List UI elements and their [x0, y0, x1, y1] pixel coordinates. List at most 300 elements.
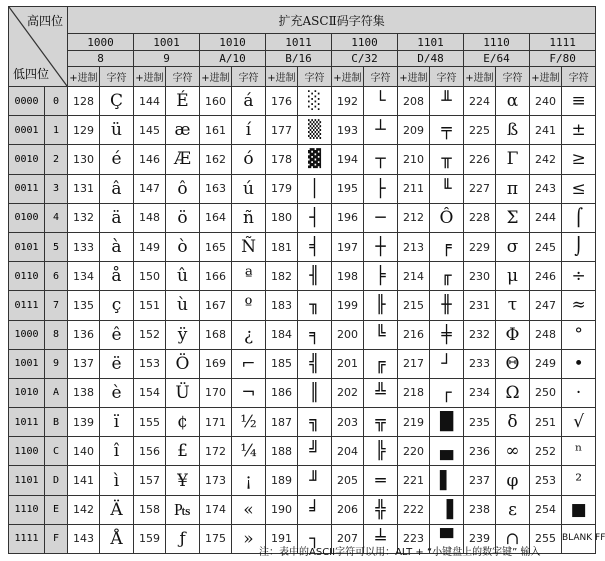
character-glyph: ²	[562, 466, 596, 495]
character-glyph: û	[166, 262, 200, 291]
character-glyph: Ü	[166, 378, 200, 407]
character-glyph: │	[298, 174, 332, 203]
character-glyph: ╪	[430, 320, 464, 349]
character-glyph: ┐	[298, 524, 332, 553]
column-decimal-header: 9	[134, 51, 200, 67]
code-value: 176	[266, 87, 298, 116]
character-glyph: Φ	[496, 320, 530, 349]
row-hex-label: 2	[45, 145, 68, 174]
row-hex-label: 8	[45, 320, 68, 349]
code-value: 233	[464, 349, 496, 378]
row-binary-label: 0100	[9, 203, 45, 232]
code-value: 235	[464, 408, 496, 437]
character-glyph: ╚	[364, 320, 398, 349]
column-binary-header: 1001	[134, 34, 200, 51]
row-hex-label: 3	[45, 174, 68, 203]
code-value: 213	[398, 232, 430, 261]
code-value: 180	[266, 203, 298, 232]
row-hex-label: C	[45, 437, 68, 466]
code-value: 130	[68, 145, 100, 174]
code-value: 198	[332, 262, 364, 291]
character-glyph: Ö	[166, 349, 200, 378]
low-bits-label: 低四位	[13, 67, 50, 81]
row-hex-label: 5	[45, 232, 68, 261]
table-row	[9, 232, 596, 261]
row-binary-label: 0101	[9, 232, 45, 261]
column-decimal-header: A/10	[200, 51, 266, 67]
row-hex-label: 4	[45, 203, 68, 232]
table-row	[9, 495, 596, 524]
code-value: 187	[266, 408, 298, 437]
code-value: 219	[398, 408, 430, 437]
code-value: 148	[134, 203, 166, 232]
row-hex-label: A	[45, 378, 68, 407]
character-glyph: å	[100, 262, 134, 291]
code-value: 170	[200, 378, 232, 407]
row-binary-label: 1101	[9, 466, 45, 495]
character-glyph: º	[232, 291, 266, 320]
character-glyph: ╣	[298, 349, 332, 378]
character-glyph: ■	[562, 495, 596, 524]
code-value: 189	[266, 466, 298, 495]
character-glyph: ╤	[430, 116, 464, 145]
code-value: 234	[464, 378, 496, 407]
code-value: 135	[68, 291, 100, 320]
row-hex-label: 7	[45, 291, 68, 320]
character-glyph: Ä	[100, 495, 134, 524]
character-glyph: α	[496, 87, 530, 116]
sub-header-decimal: +进制	[464, 67, 496, 87]
character-glyph: ñ	[232, 203, 266, 232]
code-value: 161	[200, 116, 232, 145]
code-value: 131	[68, 174, 100, 203]
code-value: 224	[464, 87, 496, 116]
table-row	[9, 437, 596, 466]
code-value: 218	[398, 378, 430, 407]
column-decimal-header: E/64	[464, 51, 530, 67]
column-binary-header: 1110	[464, 34, 530, 51]
character-glyph: ┼	[364, 232, 398, 261]
character-glyph: í	[232, 116, 266, 145]
code-value: 186	[266, 378, 298, 407]
code-value: 139	[68, 408, 100, 437]
code-value: 250	[530, 378, 562, 407]
character-glyph: ▓	[298, 145, 332, 174]
sub-header-char: 字符	[562, 67, 596, 87]
character-glyph: ò	[166, 232, 200, 261]
code-value: 140	[68, 437, 100, 466]
character-glyph: ╖	[298, 291, 332, 320]
code-value: 237	[464, 466, 496, 495]
character-glyph: ö	[166, 203, 200, 232]
column-decimal-header: F/80	[530, 51, 596, 67]
code-value: 240	[530, 87, 562, 116]
character-glyph: à	[100, 232, 134, 261]
code-value: 134	[68, 262, 100, 291]
code-value: 133	[68, 232, 100, 261]
table-row	[9, 320, 596, 349]
code-value: 164	[200, 203, 232, 232]
sub-header-char: 字符	[100, 67, 134, 87]
character-glyph: ┌	[430, 378, 464, 407]
character-glyph: ╗	[298, 408, 332, 437]
character-glyph: ░	[298, 87, 332, 116]
code-value: 152	[134, 320, 166, 349]
character-glyph: ⁿ	[562, 437, 596, 466]
character-glyph: ê	[100, 320, 134, 349]
character-glyph: á	[232, 87, 266, 116]
column-decimal-header: C/32	[332, 51, 398, 67]
character-glyph: ¿	[232, 320, 266, 349]
row-binary-label: 1110	[9, 495, 45, 524]
row-binary-label: 1011	[9, 408, 45, 437]
high-bits-label: 高四位	[26, 14, 63, 28]
character-glyph: Ô	[430, 203, 464, 232]
column-binary-header: 1101	[398, 34, 464, 51]
character-glyph: ╓	[430, 262, 464, 291]
code-value: 182	[266, 262, 298, 291]
row-hex-label: 6	[45, 262, 68, 291]
character-glyph: Æ	[166, 145, 200, 174]
code-value: 136	[68, 320, 100, 349]
extended-ascii-table	[8, 6, 605, 554]
character-glyph: BLANK FF	[562, 524, 596, 553]
code-value: 191	[266, 524, 298, 553]
character-glyph: ô	[166, 174, 200, 203]
row-binary-label: 1100	[9, 437, 45, 466]
code-value: 162	[200, 145, 232, 174]
row-binary-label: 0001	[9, 116, 45, 145]
character-glyph: ÿ	[166, 320, 200, 349]
column-binary-header: 1111	[530, 34, 596, 51]
code-value: 155	[134, 408, 166, 437]
table-row	[9, 349, 596, 378]
code-value: 195	[332, 174, 364, 203]
sub-header-decimal: +进制	[332, 67, 364, 87]
code-value: 143	[68, 524, 100, 553]
character-glyph: ▄	[430, 437, 464, 466]
character-glyph: ß	[496, 116, 530, 145]
code-value: 247	[530, 291, 562, 320]
code-value: 149	[134, 232, 166, 261]
character-glyph: ╠	[364, 437, 398, 466]
code-value: 129	[68, 116, 100, 145]
code-value: 142	[68, 495, 100, 524]
code-value: 215	[398, 291, 430, 320]
code-value: 159	[134, 524, 166, 553]
code-value: 197	[332, 232, 364, 261]
code-value: 188	[266, 437, 298, 466]
code-value: 210	[398, 145, 430, 174]
code-value: 231	[464, 291, 496, 320]
row-hex-label: B	[45, 408, 68, 437]
code-value: 236	[464, 437, 496, 466]
character-glyph: ╙	[430, 174, 464, 203]
character-glyph: ⌡	[562, 232, 596, 261]
character-glyph: ╕	[298, 320, 332, 349]
character-glyph: ¢	[166, 408, 200, 437]
column-binary-header: 1000	[68, 34, 134, 51]
code-value: 248	[530, 320, 562, 349]
character-glyph: ╥	[430, 145, 464, 174]
character-glyph: °	[562, 320, 596, 349]
table-row	[9, 408, 596, 437]
row-binary-label: 1010	[9, 378, 45, 407]
code-value: 229	[464, 232, 496, 261]
character-glyph: Σ	[496, 203, 530, 232]
code-value: 163	[200, 174, 232, 203]
character-glyph: É	[166, 87, 200, 116]
character-glyph: Θ	[496, 349, 530, 378]
table-row	[9, 174, 596, 203]
row-hex-label: D	[45, 466, 68, 495]
character-glyph: ¥	[166, 466, 200, 495]
character-glyph: ┴	[364, 116, 398, 145]
row-binary-label: 0010	[9, 145, 45, 174]
character-glyph: £	[166, 437, 200, 466]
code-value: 167	[200, 291, 232, 320]
character-glyph: ╦	[364, 408, 398, 437]
code-value: 178	[266, 145, 298, 174]
sub-header-decimal: +进制	[266, 67, 298, 87]
code-value: 168	[200, 320, 232, 349]
row-binary-label: 1000	[9, 320, 45, 349]
corner-header	[9, 7, 68, 87]
sub-header-decimal: +进制	[398, 67, 430, 87]
code-value: 253	[530, 466, 562, 495]
code-value: 249	[530, 349, 562, 378]
character-glyph: σ	[496, 232, 530, 261]
row-binary-label: 0011	[9, 174, 45, 203]
character-glyph: ╫	[430, 291, 464, 320]
code-value: 217	[398, 349, 430, 378]
code-value: 252	[530, 437, 562, 466]
code-value: 222	[398, 495, 430, 524]
sub-header-decimal: +进制	[200, 67, 232, 87]
row-hex-label: 9	[45, 349, 68, 378]
code-value: 232	[464, 320, 496, 349]
character-glyph: ª	[232, 262, 266, 291]
character-glyph: ╨	[430, 87, 464, 116]
code-value: 137	[68, 349, 100, 378]
code-value: 165	[200, 232, 232, 261]
code-value: 166	[200, 262, 232, 291]
code-value: 132	[68, 203, 100, 232]
code-value: 205	[332, 466, 364, 495]
character-glyph: ú	[232, 174, 266, 203]
code-value: 174	[200, 495, 232, 524]
character-glyph: ┬	[364, 145, 398, 174]
character-glyph: ⌐	[232, 349, 266, 378]
code-value: 184	[266, 320, 298, 349]
code-value: 245	[530, 232, 562, 261]
code-value: 183	[266, 291, 298, 320]
code-value: 226	[464, 145, 496, 174]
code-value: 160	[200, 87, 232, 116]
character-glyph: æ	[166, 116, 200, 145]
code-value: 227	[464, 174, 496, 203]
character-glyph: ╛	[298, 495, 332, 524]
character-glyph: ä	[100, 203, 134, 232]
code-value: 208	[398, 87, 430, 116]
sub-header-decimal: +进制	[68, 67, 100, 87]
code-value: 243	[530, 174, 562, 203]
character-glyph: ƒ	[166, 524, 200, 553]
character-glyph: └	[364, 87, 398, 116]
character-glyph: ù	[166, 291, 200, 320]
character-glyph: ╔	[364, 349, 398, 378]
code-value: 230	[464, 262, 496, 291]
character-glyph: •	[562, 349, 596, 378]
character-glyph: φ	[496, 466, 530, 495]
code-value: 158	[134, 495, 166, 524]
code-value: 192	[332, 87, 364, 116]
row-hex-label: 1	[45, 116, 68, 145]
character-glyph: ╬	[364, 495, 398, 524]
sub-header-char: 字符	[232, 67, 266, 87]
code-value: 239	[464, 524, 496, 553]
sub-header-char: 字符	[496, 67, 530, 87]
code-value: 221	[398, 466, 430, 495]
code-value: 154	[134, 378, 166, 407]
code-value: 175	[200, 524, 232, 553]
character-glyph: ╢	[298, 262, 332, 291]
code-value: 211	[398, 174, 430, 203]
character-glyph: ≤	[562, 174, 596, 203]
code-value: 244	[530, 203, 562, 232]
code-value: 157	[134, 466, 166, 495]
code-value: 156	[134, 437, 166, 466]
character-glyph: ¡	[232, 466, 266, 495]
code-value: 207	[332, 524, 364, 553]
code-value: 185	[266, 349, 298, 378]
character-glyph: ≈	[562, 291, 596, 320]
code-value: 145	[134, 116, 166, 145]
table-row	[9, 87, 596, 116]
character-glyph: »	[232, 524, 266, 553]
character-glyph: τ	[496, 291, 530, 320]
character-glyph: Ω	[496, 378, 530, 407]
code-value: 171	[200, 408, 232, 437]
footnote: 注：表中的ASCII字符可以用：ALT + “小键盘上的数字键” 输入	[259, 547, 541, 558]
character-glyph: ≡	[562, 87, 596, 116]
column-decimal-header: B/16	[266, 51, 332, 67]
code-value: 150	[134, 262, 166, 291]
column-binary-header: 1100	[332, 34, 398, 51]
code-value: 190	[266, 495, 298, 524]
character-glyph: ·	[562, 378, 596, 407]
code-value: 251	[530, 408, 562, 437]
column-binary-header: 1011	[266, 34, 332, 51]
character-glyph: ╝	[298, 437, 332, 466]
code-value: 242	[530, 145, 562, 174]
code-value: 200	[332, 320, 364, 349]
column-binary-header: 1010	[200, 34, 266, 51]
character-glyph: ì	[100, 466, 134, 495]
character-glyph: ¼	[232, 437, 266, 466]
sub-header-decimal: +进制	[134, 67, 166, 87]
character-glyph: μ	[496, 262, 530, 291]
code-value: 153	[134, 349, 166, 378]
table-row	[9, 116, 596, 145]
character-glyph: é	[100, 145, 134, 174]
character-glyph: ╟	[364, 291, 398, 320]
code-value: 255	[530, 524, 562, 553]
code-value: 238	[464, 495, 496, 524]
code-value: 223	[398, 524, 430, 553]
code-value: 144	[134, 87, 166, 116]
code-value: 169	[200, 349, 232, 378]
character-glyph: ε	[496, 495, 530, 524]
code-value: 241	[530, 116, 562, 145]
code-value: 196	[332, 203, 364, 232]
character-glyph: ë	[100, 349, 134, 378]
code-value: 204	[332, 437, 364, 466]
sub-header-decimal: +进制	[530, 67, 562, 87]
code-value: 138	[68, 378, 100, 407]
character-glyph: â	[100, 174, 134, 203]
code-value: 128	[68, 87, 100, 116]
character-glyph: ï	[100, 408, 134, 437]
character-glyph: ü	[100, 116, 134, 145]
code-value: 179	[266, 174, 298, 203]
table-row	[9, 291, 596, 320]
character-glyph: ÷	[562, 262, 596, 291]
character-glyph: ⌠	[562, 203, 596, 232]
character-glyph: Å	[100, 524, 134, 553]
character-glyph: π	[496, 174, 530, 203]
character-glyph: ∩	[496, 524, 530, 553]
character-glyph: ╜	[298, 466, 332, 495]
character-glyph: î	[100, 437, 134, 466]
code-value: 203	[332, 408, 364, 437]
code-value: 199	[332, 291, 364, 320]
row-hex-label: F	[45, 524, 68, 553]
code-value: 206	[332, 495, 364, 524]
code-value: 209	[398, 116, 430, 145]
code-value: 212	[398, 203, 430, 232]
character-glyph: ╩	[364, 378, 398, 407]
row-binary-label: 0110	[9, 262, 45, 291]
character-glyph: ₧	[166, 495, 200, 524]
column-decimal-header: 8	[68, 51, 134, 67]
character-glyph: ▀	[430, 524, 464, 553]
code-value: 193	[332, 116, 364, 145]
character-glyph: ≥	[562, 145, 596, 174]
row-binary-label: 1001	[9, 349, 45, 378]
character-glyph: ▐	[430, 495, 464, 524]
character-glyph: ▌	[430, 466, 464, 495]
character-glyph: «	[232, 495, 266, 524]
row-hex-label: 0	[45, 87, 68, 116]
character-glyph: ├	[364, 174, 398, 203]
column-decimal-header: D/48	[398, 51, 464, 67]
code-value: 228	[464, 203, 496, 232]
code-value: 151	[134, 291, 166, 320]
row-binary-label: 0111	[9, 291, 45, 320]
code-value: 220	[398, 437, 430, 466]
character-glyph: ▒	[298, 116, 332, 145]
code-value: 202	[332, 378, 364, 407]
code-value: 194	[332, 145, 364, 174]
code-value: 146	[134, 145, 166, 174]
character-glyph: ∞	[496, 437, 530, 466]
table-row	[9, 262, 596, 291]
character-glyph: █	[430, 408, 464, 437]
character-glyph: ç	[100, 291, 134, 320]
code-value: 216	[398, 320, 430, 349]
code-value: 172	[200, 437, 232, 466]
